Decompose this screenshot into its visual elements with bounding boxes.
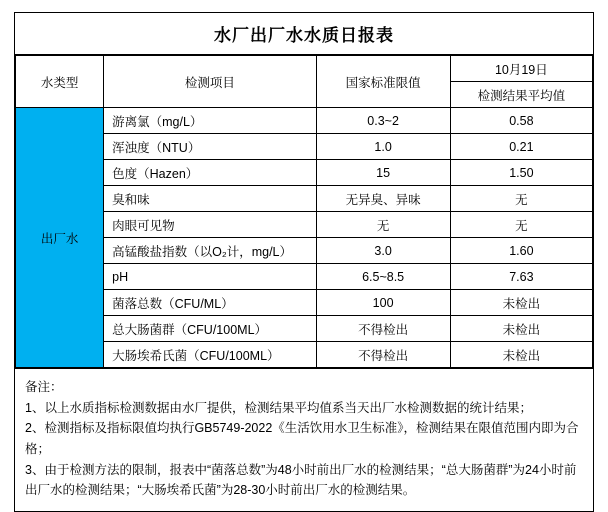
header-date: 10月19日 [450, 56, 592, 82]
cell-limit: 100 [316, 290, 450, 316]
report-title: 水厂出厂水水质日报表 [15, 13, 593, 55]
cell-item: 浑浊度（NTU） [104, 134, 316, 160]
cell-limit: 无 [316, 212, 450, 238]
notes-section [15, 368, 593, 511]
row-label-outlet-water: 出厂水 [16, 108, 104, 368]
cell-limit: 6.5~8.5 [316, 264, 450, 290]
cell-item: 菌落总数（CFU/ML） [104, 290, 316, 316]
cell-limit: 3.0 [316, 238, 450, 264]
cell-limit: 不得检出 [316, 342, 450, 368]
cell-limit: 1.0 [316, 134, 450, 160]
cell-limit: 不得检出 [316, 316, 450, 342]
cell-result: 未检出 [450, 316, 592, 342]
cell-item: 臭和味 [104, 186, 316, 212]
cell-result: 无 [450, 186, 592, 212]
cell-result: 0.58 [450, 108, 592, 134]
notes-line-3: 3、由于检测方法的限制，报表中“菌落总数”为48小时前出厂水的检测结果；“总大肠菌群”为24小时前出厂水的检测结果；“大肠埃希氏菌”为28-30小时前出厂水的检测结果。 [25, 462, 577, 498]
report-frame [14, 12, 594, 512]
cell-result: 无 [450, 212, 592, 238]
cell-result: 0.21 [450, 134, 592, 160]
table-header-row [16, 56, 593, 82]
header-avg-result: 检测结果平均值 [450, 82, 592, 108]
cell-item: 高锰酸盐指数（以O₂计，mg/L） [104, 238, 316, 264]
cell-limit: 无异臭、异味 [316, 186, 450, 212]
water-quality-table [15, 55, 593, 368]
cell-item: 总大肠菌群（CFU/100ML） [104, 316, 316, 342]
cell-limit: 15 [316, 160, 450, 186]
cell-item: 肉眼可见物 [104, 212, 316, 238]
header-test-item: 检测项目 [104, 56, 316, 108]
cell-result: 1.50 [450, 160, 592, 186]
cell-result: 未检出 [450, 290, 592, 316]
header-water-type: 水类型 [16, 56, 104, 108]
cell-result: 7.63 [450, 264, 592, 290]
cell-item: pH [104, 264, 316, 290]
notes-title: 备注： [25, 380, 63, 394]
cell-result: 未检出 [450, 342, 592, 368]
cell-limit: 0.3~2 [316, 108, 450, 134]
header-national-limit: 国家标准限值 [316, 56, 450, 108]
cell-item: 大肠埃希氏菌（CFU/100ML） [104, 342, 316, 368]
notes-line-2: 2、检测指标及指标限值均执行GB5749-2022《生活饮用水卫生标准》，检测结果在限值范围内即为合格； [25, 421, 579, 456]
cell-item: 游离氯（mg/L） [104, 108, 316, 134]
cell-item: 色度（Hazen） [104, 160, 316, 186]
notes-line-1: 1、以上水质指标检测数据由水厂提供，检测结果平均值系当天出厂水检测数据的统计结果； [25, 400, 532, 415]
table-row [16, 108, 593, 134]
cell-result: 1.60 [450, 238, 592, 264]
